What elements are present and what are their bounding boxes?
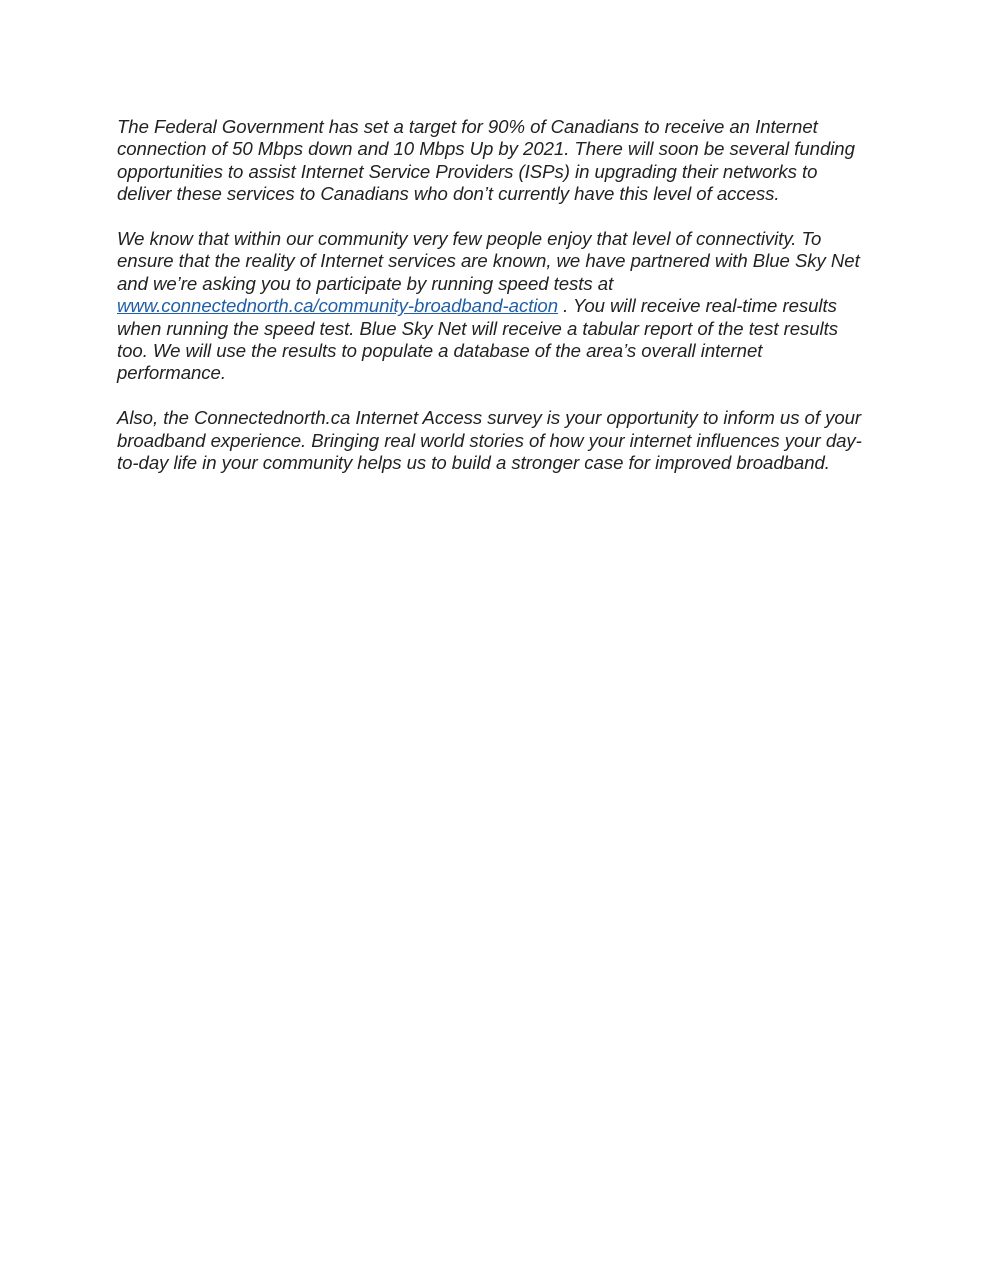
paragraph-federal-target: The Federal Government has set a target for 90% of Canadians to receive an Internet connection of 50 Mbps down and 10 Mbps Up by 2021. There will soon be several funding opportunities to assist Internet Service Providers (ISPs) in upgrading their networks to deliver these services to Canadians who don’t currently have this level of access.: [117, 116, 855, 205]
document-body: [117, 116, 869, 497]
paragraph-speed-tests-outro: . You will receive real-time results when running the speed test. Blue Sky Net will receive a tabular report of the test results too. We will use the results to populate a database of the area’s overall internet performance.: [117, 295, 838, 384]
paragraph-speed-tests-intro: We know that within our community very few people enjoy that level of connectivity. To ensure that the reality of Internet services are known, we have partnered with Blue Sky Net and we’re asking you to participate by running speed tests at: [117, 228, 860, 294]
community-broadband-action-link[interactable]: www.connectednorth.ca/community-broadband-action: [117, 295, 558, 317]
paragraph-internet-access-survey: Also, the Connectednorth.ca Internet Access survey is your opportunity to inform us of your broadband experience. Bringing real world stories of how your internet influences your day-to-day life in your community helps us to build a stronger case for improved broadband.: [117, 407, 862, 474]
paragraph-speed-tests: [117, 228, 869, 385]
